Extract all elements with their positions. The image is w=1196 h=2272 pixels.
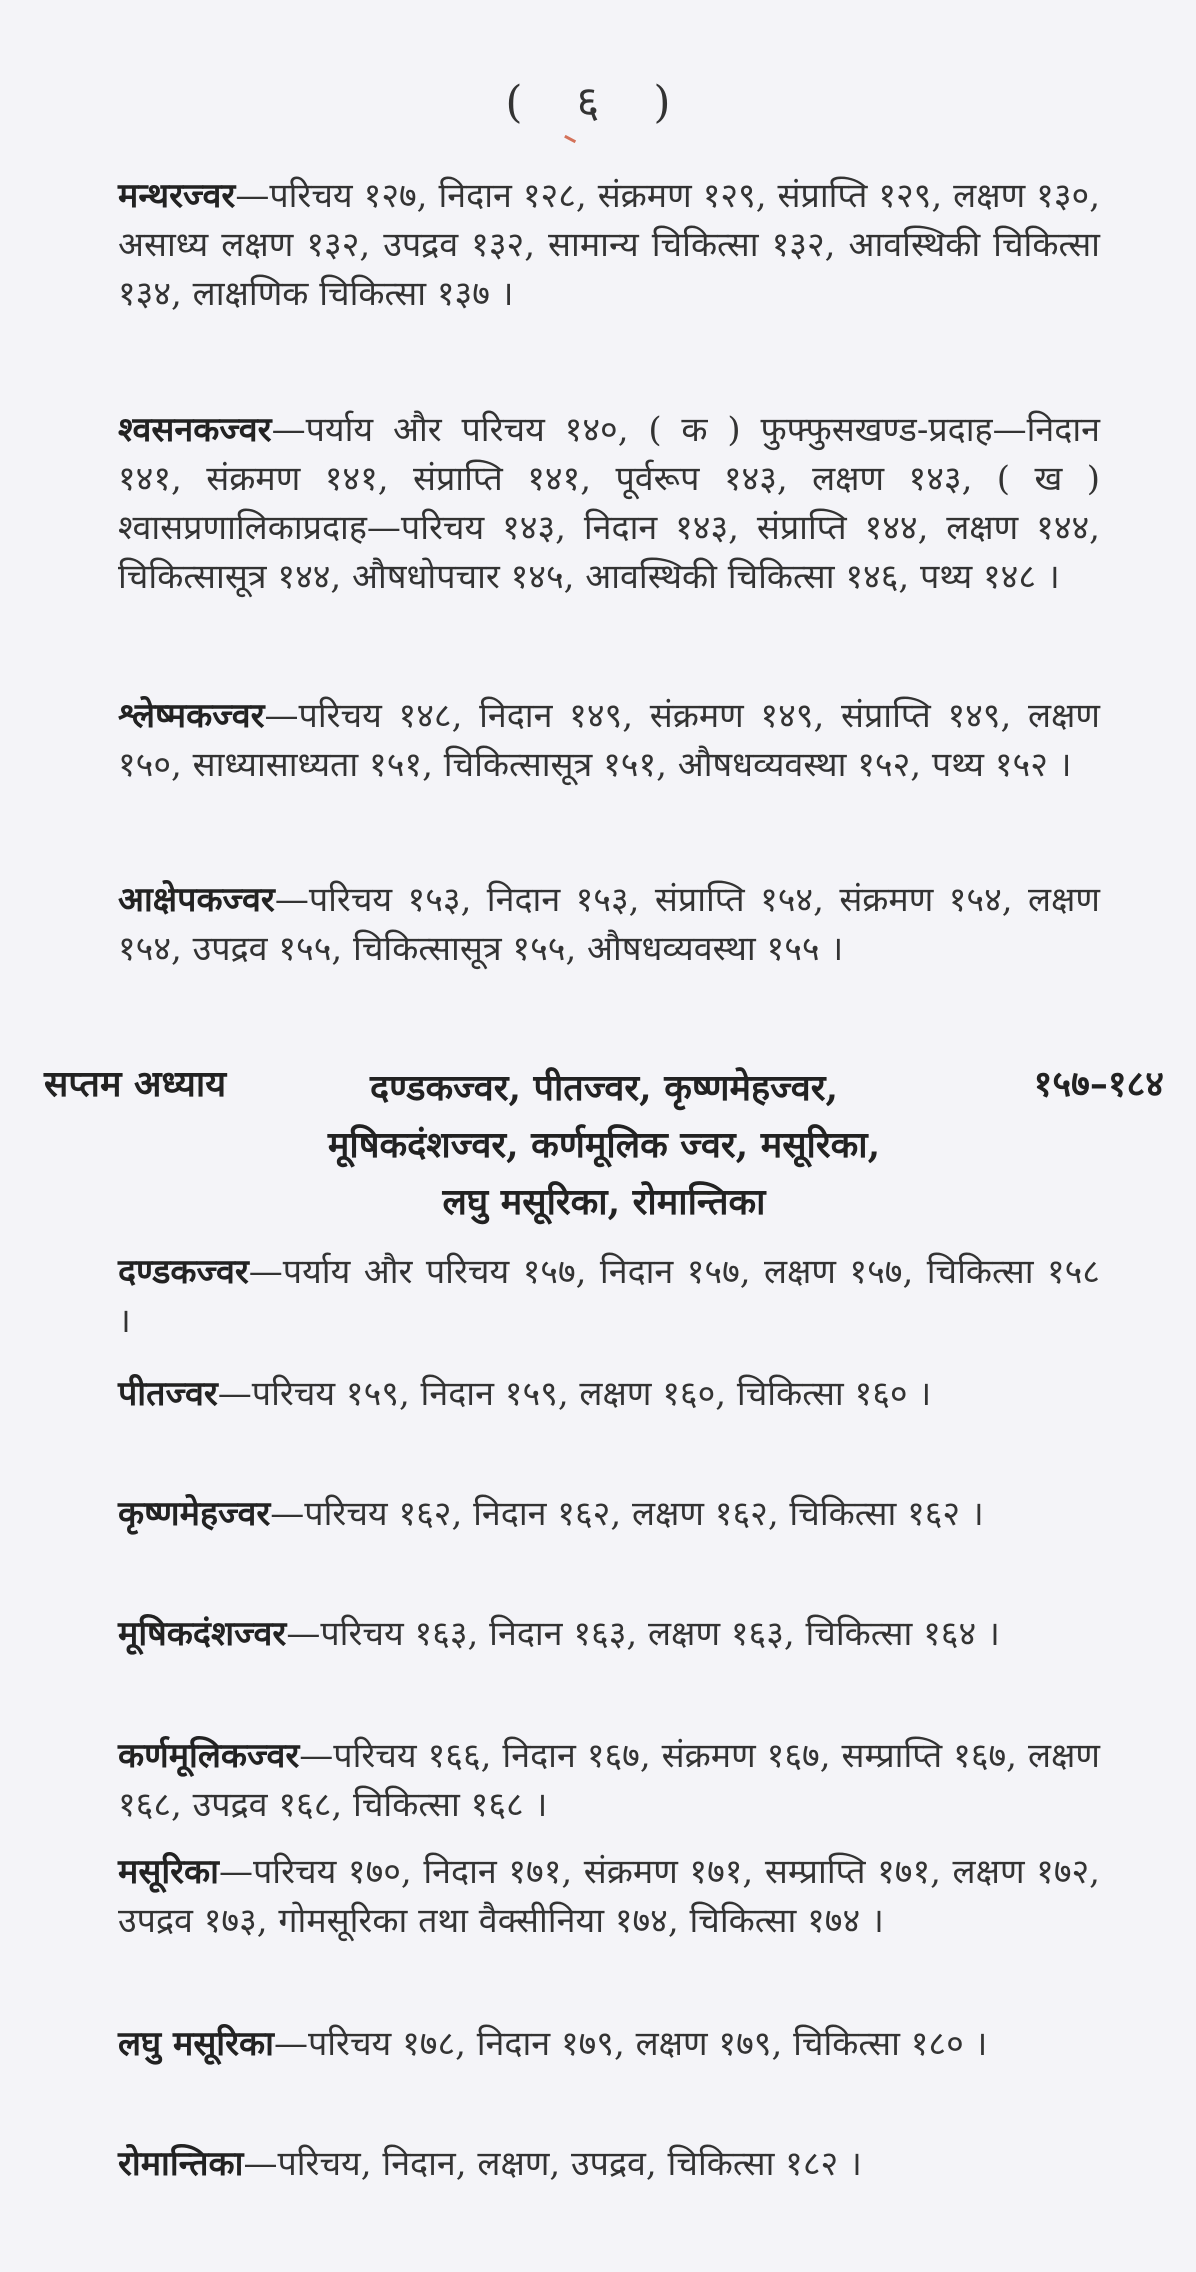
toc-entry <box>118 1610 1100 1659</box>
entry-body: —पर्याय और परिचय १४०, ( क ) फुफ्फुसखण्ड-प्रदाह—निदान १४१, संक्रमण १४१, संप्राप्ति १४१, पूर्वरूप १४३, लक्षण १४३, ( ख ) श्वासप्रणालिकाप्रदाह—परिचय १४३, निदान १४३, संप्राप्ति १४४, लक्षण १४४, चिकित्सासूत्र १४४, औषधोपचार १४५, आवस्थिकी चिकित्सा १४६, पथ्य १४८ । <box>118 410 1100 597</box>
page-number: ( ६ ) <box>505 77 691 128</box>
entry-heading: लघु मसूरिका <box>118 2024 274 2064</box>
toc-entry <box>118 2140 1100 2189</box>
entry-body: —परिचय १६२, निदान १६२, लक्षण १६२, चिकित्सा १६२ । <box>270 1494 984 1534</box>
entry-body: —परिचय १६६, निदान १६७, संक्रमण १६७, सम्प्राप्ति १६७, लक्षण १६८, उपद्रव १६८, चिकित्सा १६८ । <box>118 1736 1100 1825</box>
entry-body: —पर्याय और परिचय १५७, निदान १५७, लक्षण १५७, चिकित्सा १५८ । <box>118 1252 1100 1341</box>
entry-heading: कर्णमूलिकज्वर <box>118 1736 300 1776</box>
entry-body: —परिचय, निदान, लक्षण, उपद्रव, चिकित्सा १८२ । <box>243 2144 862 2184</box>
entry-body: —परिचय १५९, निदान १५९, लक्षण १६०, चिकित्सा १६० । <box>217 1374 932 1414</box>
toc-entry <box>118 1370 1100 1419</box>
chapter-title: दण्डकज्वर, पीतज्वर, कृष्णमेहज्वर, मूषिकदंशज्वर, कर्णमूलिक ज्वर, मसूरिका, लघु मसूरिका, रोमान्तिका <box>327 1067 881 1223</box>
toc-entry <box>118 1848 1100 1946</box>
chapter-label: सप्तम अध्याय <box>44 1063 227 1105</box>
toc-entry <box>118 1490 1100 1539</box>
entry-body: —परिचय १७०, निदान १७१, संक्रमण १७१, सम्प्राप्ति १७१, लक्षण १७२, उपद्रव १७३, गोमसूरिका तथा वैक्सीनिया १७४, चिकित्सा १७४ । <box>118 1852 1100 1941</box>
entry-heading: मूषिकदंशज्वर <box>118 1614 287 1654</box>
entry-heading: कृष्णमेहज्वर <box>118 1494 271 1534</box>
toc-entry <box>118 172 1100 319</box>
entry-body: —परिचय १६३, निदान १६३, लक्षण १६३, चिकित्सा १६४ । <box>286 1614 1000 1654</box>
toc-entry <box>118 876 1100 974</box>
toc-entry <box>118 2020 1100 2069</box>
entry-heading: आक्षेपकज्वर <box>118 880 275 920</box>
toc-entry <box>118 1248 1100 1346</box>
entry-body: —परिचय १५३, निदान १५३, संप्राप्ति १५४, संक्रमण १५४, लक्षण १५४, उपद्रव १५५, चिकित्सासूत्र १५५, औषधव्यवस्था १५५ । <box>118 880 1100 969</box>
entry-body: —परिचय १२७, निदान १२८, संक्रमण १२९, संप्राप्ति १२९, लक्षण १३०, असाध्य लक्षण १३२, उपद्रव १३२, सामान्य चिकित्सा १३२, आवस्थिकी चिकित्सा १३४, लाक्षणिक चिकित्सा १३७ । <box>118 176 1100 314</box>
toc-entry <box>118 1732 1100 1830</box>
entry-body: —परिचय १४८, निदान १४९, संक्रमण १४९, संप्राप्ति १४९, लक्षण १५०, साध्यासाध्यता १५१, चिकित्सासूत्र १५१, औषधव्यवस्था १५२, पथ्य १५२ । <box>118 696 1100 785</box>
ink-mark <box>564 128 580 143</box>
toc-entry <box>118 406 1100 602</box>
entry-body: —परिचय १७८, निदान १७९, लक्षण १७९, चिकित्सा १८० । <box>273 2024 988 2064</box>
entry-heading: मन्थरज्वर <box>118 176 236 216</box>
entry-heading: रोमान्तिका <box>118 2144 244 2184</box>
entry-heading: श्वसनकज्वर <box>118 410 272 450</box>
entry-heading: श्लेष्मकज्वर <box>118 696 265 736</box>
entry-heading: पीतज्वर <box>118 1374 218 1414</box>
chapter-page-range: १५७–१८४ <box>1033 1063 1164 1105</box>
entry-heading: दण्डकज्वर <box>118 1252 249 1292</box>
toc-entry <box>118 692 1100 790</box>
entry-heading: मसूरिका <box>118 1852 219 1892</box>
